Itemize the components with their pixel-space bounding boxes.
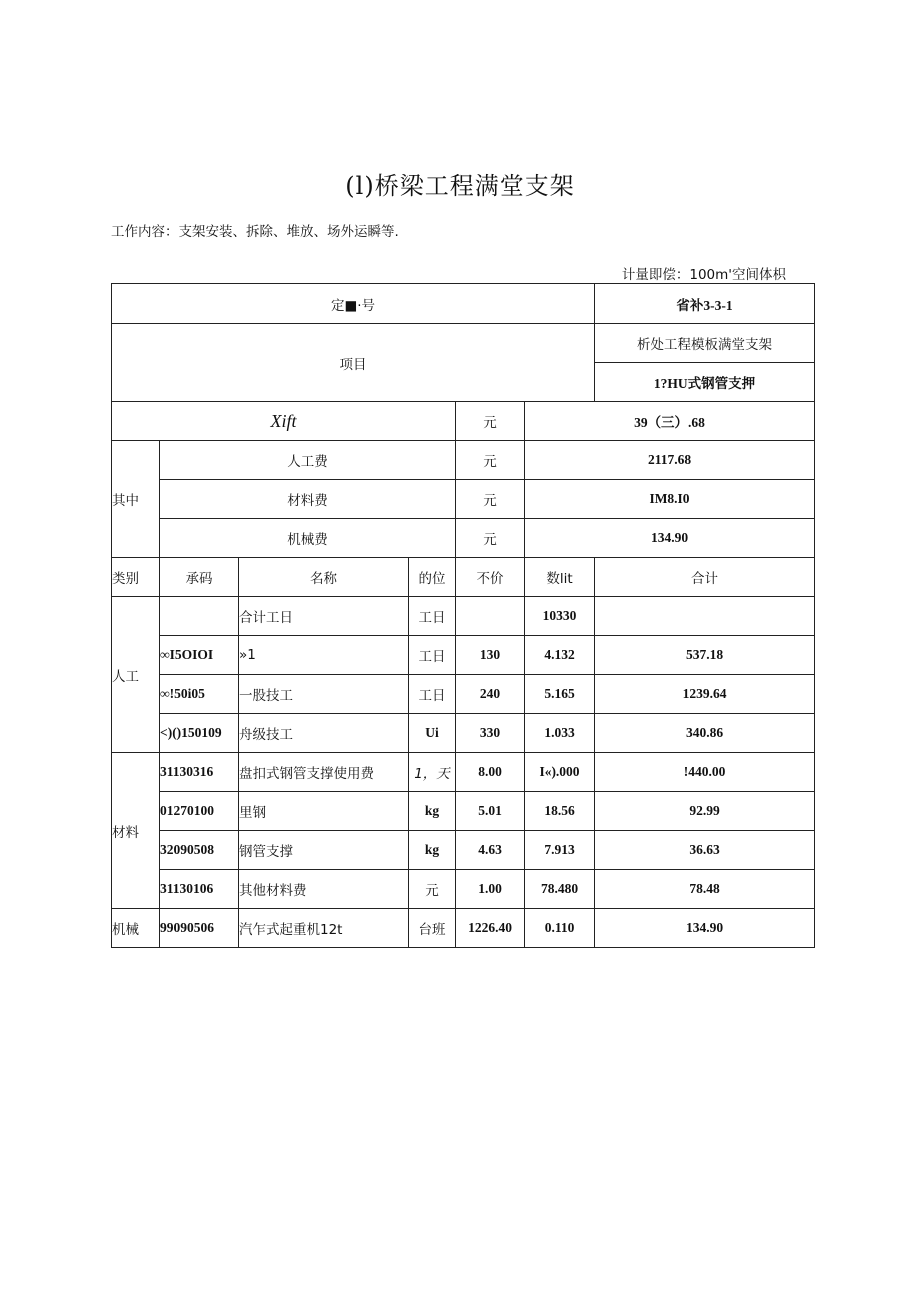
item-name: 一股技工 xyxy=(239,675,409,714)
category-label: 机械 xyxy=(112,909,160,948)
unit-note: 计量即偿：100m'空间体枳 xyxy=(621,267,786,283)
ding-value: 省补3-3-1 xyxy=(595,284,815,324)
item-code: 99090506 xyxy=(160,909,239,948)
item-unit: kg xyxy=(409,831,456,870)
item-label: 项目 xyxy=(112,324,595,402)
table-row-sub xyxy=(112,441,815,480)
item-total: 340.86 xyxy=(595,714,815,753)
ding-label: 定■·号 xyxy=(112,284,595,324)
item-unit: 元 xyxy=(409,870,456,909)
sub-value: 2117.68 xyxy=(525,441,815,480)
table-row-sub xyxy=(112,519,815,558)
item-qty: 78.480 xyxy=(525,870,595,909)
item-unit: kg xyxy=(409,792,456,831)
item-total: !440.00 xyxy=(595,753,815,792)
item-qty: I«).000 xyxy=(525,753,595,792)
item-code: 31130106 xyxy=(160,870,239,909)
sub-value: 134.90 xyxy=(525,519,815,558)
col-header: 不价 xyxy=(456,558,525,597)
item-price: 130 xyxy=(456,636,525,675)
item-name: »1 xyxy=(239,636,409,675)
item-code: 31130316 xyxy=(160,753,239,792)
table-row xyxy=(112,909,815,948)
item-total: 1239.64 xyxy=(595,675,815,714)
sub-unit: 元 xyxy=(456,480,525,519)
col-header: 数lit xyxy=(525,558,595,597)
item-qty: 0.110 xyxy=(525,909,595,948)
item-price: 1.00 xyxy=(456,870,525,909)
base-label: Xift xyxy=(112,402,456,441)
item-code xyxy=(160,597,239,636)
page-title: (l)桥梁工程满堂支架 xyxy=(345,172,575,200)
item-name: 里钢 xyxy=(239,792,409,831)
col-header: 合计 xyxy=(595,558,815,597)
item-code: <)()150109 xyxy=(160,714,239,753)
item-price: 8.00 xyxy=(456,753,525,792)
item-total: 78.48 xyxy=(595,870,815,909)
item-qty: 5.165 xyxy=(525,675,595,714)
item-qty: 18.56 xyxy=(525,792,595,831)
item-unit: 1，天 xyxy=(409,753,456,792)
item-qty: 4.132 xyxy=(525,636,595,675)
table-row xyxy=(112,753,815,792)
item-qty: 7.913 xyxy=(525,831,595,870)
item-unit: 工日 xyxy=(409,597,456,636)
item-price: 4.63 xyxy=(456,831,525,870)
col-header: 承码 xyxy=(160,558,239,597)
quota-table xyxy=(111,283,815,948)
table-row xyxy=(112,870,815,909)
item-total: 36.63 xyxy=(595,831,815,870)
item-qty: 1.033 xyxy=(525,714,595,753)
item-name: 盘扣式钢管支撑使用费 xyxy=(239,753,409,792)
item-price: 330 xyxy=(456,714,525,753)
col-header: 类别 xyxy=(112,558,160,597)
table-row xyxy=(112,636,815,675)
sub-label: 机械费 xyxy=(160,519,456,558)
qizhong-label: 其中 xyxy=(112,441,160,558)
base-value: 39（三）.68 xyxy=(525,402,815,441)
item-price: 5.01 xyxy=(456,792,525,831)
table-row-sub xyxy=(112,480,815,519)
item-name: 合计工日 xyxy=(239,597,409,636)
sub-unit: 元 xyxy=(456,519,525,558)
item-total xyxy=(595,597,815,636)
item-name: 钢管支撑 xyxy=(239,831,409,870)
item-total: 134.90 xyxy=(595,909,815,948)
item-price xyxy=(456,597,525,636)
item-unit: 工日 xyxy=(409,675,456,714)
item-name-2: 1?HU式钢管支押 xyxy=(595,363,815,402)
item-name: 汽乍式起重机12t xyxy=(239,909,409,948)
item-price: 1226.40 xyxy=(456,909,525,948)
item-code: ∞I5OIOI xyxy=(160,636,239,675)
item-unit: Ui xyxy=(409,714,456,753)
table-row-ding xyxy=(112,284,815,324)
table-header-row xyxy=(112,558,815,597)
item-name-1: 析处工程模板满堂支架 xyxy=(595,324,815,363)
sub-label: 人工费 xyxy=(160,441,456,480)
item-qty: 10330 xyxy=(525,597,595,636)
base-unit: 元 xyxy=(456,402,525,441)
item-total: 92.99 xyxy=(595,792,815,831)
category-label: 人工 xyxy=(112,597,160,753)
table-row xyxy=(112,792,815,831)
sub-label: 材料费 xyxy=(160,480,456,519)
item-unit: 工日 xyxy=(409,636,456,675)
col-header: 的位 xyxy=(409,558,456,597)
category-label: 材料 xyxy=(112,753,160,909)
item-code: 01270100 xyxy=(160,792,239,831)
col-header: 名称 xyxy=(239,558,409,597)
item-code: ∞!50i05 xyxy=(160,675,239,714)
work-content: 工作内容：支架安装、拆除、堆放、场外运瞬等. xyxy=(111,224,399,240)
item-name: 其他材料费 xyxy=(239,870,409,909)
table-row xyxy=(112,714,815,753)
table-row xyxy=(112,675,815,714)
table-row xyxy=(112,597,815,636)
table-row-item xyxy=(112,324,815,363)
sub-value: IM8.I0 xyxy=(525,480,815,519)
item-name: 舟级技工 xyxy=(239,714,409,753)
sub-unit: 元 xyxy=(456,441,525,480)
item-unit: 台班 xyxy=(409,909,456,948)
table-row xyxy=(112,831,815,870)
item-code: 32090508 xyxy=(160,831,239,870)
item-price: 240 xyxy=(456,675,525,714)
item-total: 537.18 xyxy=(595,636,815,675)
table-row-base xyxy=(112,402,815,441)
